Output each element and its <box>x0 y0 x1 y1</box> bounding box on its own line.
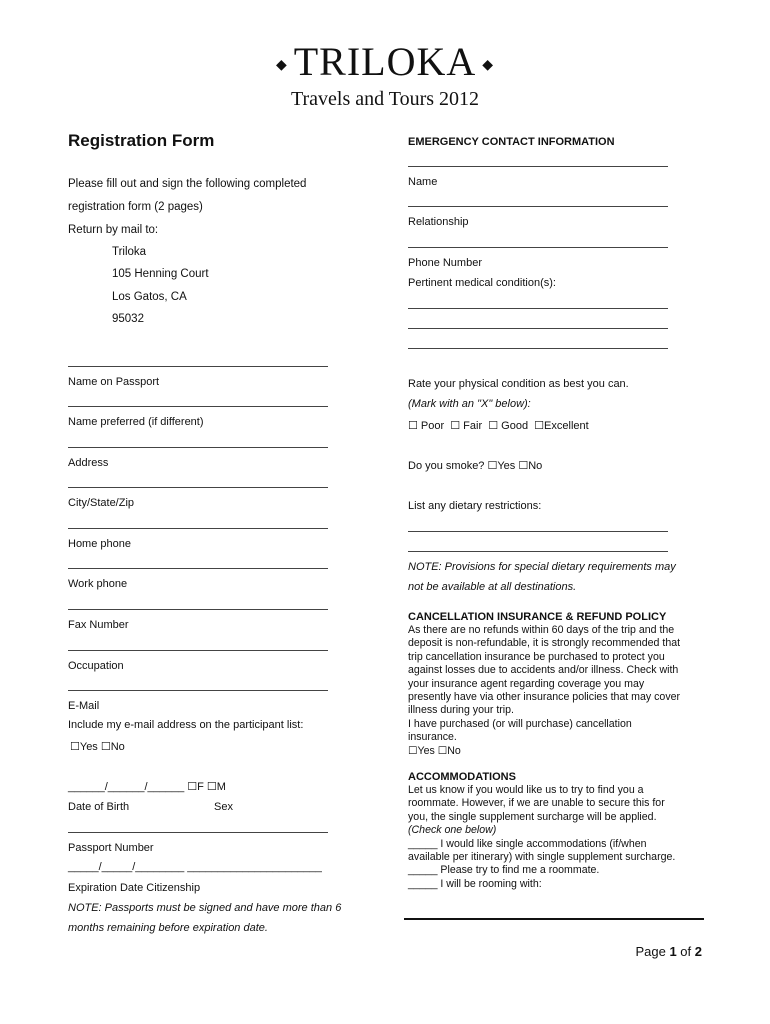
occupation-line[interactable] <box>68 650 328 651</box>
accommodations-text: Let us know if you would like us to try to find you a roommate. However, if we are unable to secure this for you, the single supplement surcharge will be applied. (Check one below) _____ I would like single accommodations (if/when available per itinerary) with single supplement surcharge. _____ Please try to find me a roommate. _____ I will be rooming with: <box>408 784 708 891</box>
fax-number-line[interactable] <box>68 609 328 610</box>
email-line[interactable] <box>68 690 328 691</box>
passport-note: months remaining before expiration date. <box>68 922 268 934</box>
field-label: Name <box>408 176 438 188</box>
passport-note: NOTE: Passports must be signed and have more than 6 <box>68 902 342 914</box>
passport-name-line[interactable] <box>68 366 328 367</box>
email-participant-checkboxes[interactable]: ☐Yes ☐No <box>70 741 125 753</box>
field-label: Phone Number <box>408 257 482 269</box>
roommate-name-line[interactable] <box>404 918 704 920</box>
medical-line[interactable] <box>408 348 668 349</box>
field-label: E-Mail <box>68 700 100 712</box>
city-state-zip-line[interactable] <box>68 487 328 488</box>
address-line[interactable] <box>68 447 328 448</box>
phone-number-line[interactable] <box>408 247 668 248</box>
accommodations-title: ACCOMMODATIONS <box>408 771 516 783</box>
email-participant-text: Include my e-mail address on the participant list: <box>68 719 304 731</box>
medical-line[interactable] <box>408 308 668 309</box>
smoke-question[interactable]: Do you smoke? ☐Yes ☐No <box>408 460 543 472</box>
cancellation-checkboxes[interactable]: ☐Yes ☐No <box>408 744 461 757</box>
mail-address-line: 105 Henning Court <box>112 268 209 280</box>
page-number: Page 1 of 2 <box>635 944 702 959</box>
field-label: City/State/Zip <box>68 497 135 509</box>
diamond-icon: ◆ <box>275 58 288 74</box>
triloka-logo <box>0 38 770 85</box>
relationship-line[interactable] <box>408 206 668 207</box>
field-label: Occupation <box>68 660 124 672</box>
expiration-citizenship-entry[interactable]: _____/_____/________ ______________________ <box>68 861 322 873</box>
accommodation-option[interactable]: _____ I would like single accommodations (if/when <box>408 837 647 850</box>
field-label: Relationship <box>408 216 469 228</box>
mail-address-line: Los Gatos, CA <box>112 291 187 303</box>
mail-address-line: Triloka <box>112 246 147 258</box>
dob-sex-entry[interactable]: ______/______/______ ☐F ☐M <box>68 781 226 793</box>
sex-label: Sex <box>214 801 233 813</box>
cancellation-title: CANCELLATION INSURANCE & REFUND POLICY <box>408 611 667 623</box>
mail-address-line: 95032 <box>112 313 144 325</box>
field-label: Fax Number <box>68 619 129 631</box>
dob-label: Date of Birth <box>68 801 130 813</box>
page-subtitle: Travels and Tours 2012 <box>290 88 480 110</box>
field-label: Passport Number <box>68 842 154 854</box>
field-label: Name on Passport <box>68 376 160 388</box>
physical-condition-options[interactable]: ☐ Poor ☐ Fair ☐ Good ☐Excellent <box>408 420 589 432</box>
cancellation-text: As there are no refunds within 60 days of the trip and the deposit is non-refundable, it is strongly recommended that trip cancellation insurance be purchased to protect you against losses due to accidents and/or illness. Check with your insurance agent regarding coverage you may presently have via other insurance policies that may cover illness during your trip. I have purchased (or will purchase) cancellation insurance. ☐Yes ☐No <box>408 624 708 758</box>
work-phone-line[interactable] <box>68 568 328 569</box>
dietary-line[interactable] <box>408 531 668 532</box>
instruction-line: registration form (2 pages) <box>68 201 203 213</box>
emergency-name-line[interactable] <box>408 166 668 167</box>
home-phone-line[interactable] <box>68 528 328 529</box>
dietary-note: not be available at all destinations. <box>408 581 577 593</box>
accommodation-option[interactable]: _____ Please try to find me a roommate. <box>408 864 600 877</box>
accommodation-option[interactable]: _____ I will be rooming with: <box>408 877 542 890</box>
medical-label: Pertinent medical condition(s): <box>408 277 556 289</box>
dietary-label: List any dietary restrictions: <box>408 500 542 512</box>
expiration-citizenship-label: Expiration Date Citizenship <box>68 882 201 894</box>
diamond-icon: ◆ <box>482 58 495 74</box>
physical-condition-hint: (Mark with an "X" below): <box>408 398 531 410</box>
field-label: Work phone <box>68 578 128 590</box>
form-title: Registration Form <box>68 131 215 150</box>
logo-text: TRILOKA <box>293 39 477 84</box>
dietary-line[interactable] <box>408 551 668 552</box>
field-label: Name preferred (if different) <box>68 416 204 428</box>
field-label: Address <box>68 457 109 469</box>
physical-condition-label: Rate your physical condition as best you can. <box>408 378 629 390</box>
medical-line[interactable] <box>408 328 668 329</box>
passport-number-line[interactable] <box>68 832 328 833</box>
instruction-line: Please fill out and sign the following completed <box>68 178 307 190</box>
instruction-line: Return by mail to: <box>68 224 159 236</box>
field-label: Home phone <box>68 538 131 550</box>
emergency-title: EMERGENCY CONTACT INFORMATION <box>408 136 615 148</box>
preferred-name-line[interactable] <box>68 406 328 407</box>
dietary-note: NOTE: Provisions for special dietary requirements may <box>408 561 676 573</box>
